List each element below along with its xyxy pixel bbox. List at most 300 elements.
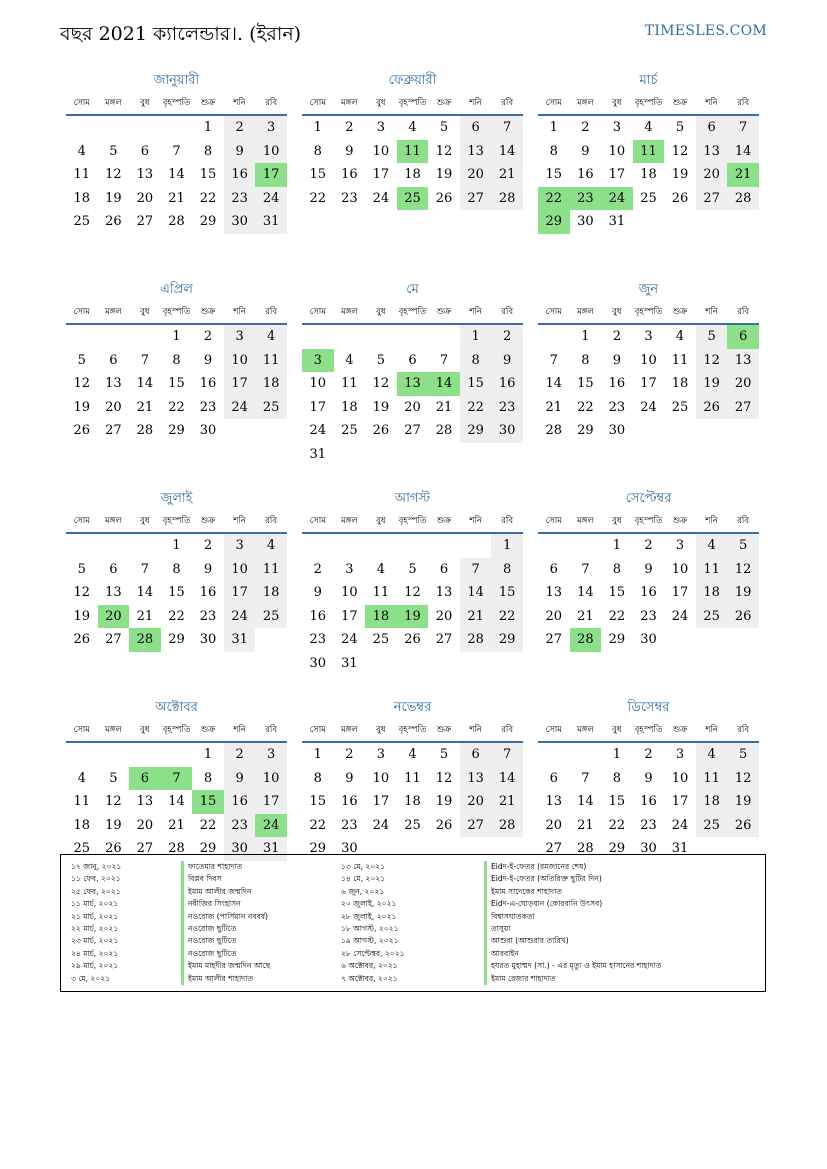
empty-day-cell [633,210,665,234]
day-cell: 31 [255,210,287,234]
day-cell: 28 [727,187,759,211]
week-row [66,814,287,838]
day-cell: 29 [168,423,185,438]
weekday-label: বৃহস্পতি [398,725,427,735]
weekday-label: শুক্র [436,516,452,526]
day-cell: 1 [460,325,492,349]
day-cell: 7 [140,352,150,368]
day-cell: 26 [435,817,453,833]
day-cell: 25 [404,817,421,833]
holiday-name: আশুরা (আশুরার তারিখ) [484,935,764,947]
day-cell: 26 [73,423,91,438]
holiday-name: নওরোজ ছুটিতে [181,923,336,935]
day-cell: 2 [644,747,653,762]
week-row [302,187,523,211]
weekday-label: শুক্র [200,307,216,317]
day-cell: 28 [136,423,154,438]
empty-day-cell [460,534,492,558]
week-row [302,743,523,767]
holiday-day-cell: 6 [727,325,759,349]
day-cell: 15 [460,372,492,396]
day-cell: 5 [727,534,759,558]
empty-day-cell [66,743,98,767]
empty-day-cell [334,534,366,558]
day-cell: 2 [345,120,354,135]
day-cell: 5 [675,120,685,135]
day-cell: 11 [696,767,728,791]
holiday-name: Eidদ-ই-ফেতর (অতিরিক্ত ছুটির দিন) [484,873,764,885]
day-cell: 9 [224,140,256,164]
day-cell: 5 [109,143,118,159]
day-cell: 1 [203,120,213,135]
day-cell: 9 [345,143,354,159]
weekday-label: মঙ্গল [104,516,122,526]
day-cell: 21 [136,399,154,415]
day-cell: 26 [727,814,759,838]
day-cell: 9 [224,767,256,791]
weekday-label: রবি [501,307,514,317]
holiday-day-cell: 19 [397,605,429,629]
weekday-label: শুক্র [672,725,688,735]
holiday-date: ১১ ফেব, ২০২১ [71,874,121,884]
week-row [538,419,759,443]
day-cell: 11 [696,558,728,582]
holiday-name: ইমাম মাহদীর জন্মদিন আছে [181,960,336,972]
week-row [302,790,523,814]
holiday-day-cell: 11 [397,140,429,164]
day-cell: 2 [313,561,322,577]
day-cell: 20 [136,817,154,833]
week-row [66,419,287,443]
weekday-label: সোম [545,516,562,526]
day-cell: 1 [172,329,181,344]
holiday-name: বিপ্লব দিবস [181,873,336,885]
empty-day-cell [302,325,334,349]
day-cell: 9 [313,585,322,600]
weekday-label: মঙ্গল [576,725,594,735]
week-row [538,116,759,140]
weekday-label: রবি [737,307,750,317]
day-cell: 29 [460,419,492,443]
day-cell: 31 [608,214,626,229]
day-cell: 2 [345,747,354,762]
month-name: এপ্রিল [160,282,193,297]
day-cell: 18 [73,817,91,833]
day-cell: 22 [577,399,594,415]
day-cell: 8 [581,352,590,368]
day-cell: 11 [255,558,287,582]
holiday-date: ১৯ আগস্ট, ২০২১ [341,936,399,946]
day-cell: 5 [77,352,86,368]
day-cell: 11 [404,770,421,786]
holiday-day-cell: 22 [538,187,570,211]
holiday-name: বিশ্বাসঘাতকতা [484,911,764,923]
day-cell: 17 [309,399,327,415]
day-cell: 1 [313,120,322,135]
weekday-label: রবি [265,307,278,317]
day-cell: 8 [612,770,622,786]
weekday-header [302,510,523,534]
empty-day-cell [129,743,161,767]
day-cell: 14 [136,585,154,600]
weekday-label: শুক্র [200,725,216,735]
weekday-header [66,92,287,116]
day-cell: 21 [168,190,185,206]
day-cell: 6 [140,143,150,159]
weekday-label: শনি [705,516,718,526]
day-cell: 11 [341,376,358,391]
day-cell: 9 [203,561,213,577]
holidays-list [60,854,766,992]
empty-day-cell [538,325,570,349]
week-row [66,349,287,373]
day-cell: 28 [168,841,185,856]
weekday-label: বুধ [140,98,150,108]
day-cell: 16 [224,163,256,187]
day-cell: 29 [199,841,217,856]
day-cell: 11 [671,352,689,368]
day-cell: 29 [309,841,327,856]
day-cell: 24 [255,187,287,211]
day-cell: 19 [105,817,122,833]
empty-day-cell [66,534,98,558]
empty-day-cell [365,325,397,349]
day-cell: 6 [408,352,417,368]
day-cell: 4 [408,747,417,762]
day-cell: 28 [460,628,492,652]
week-row [302,116,523,140]
holiday-date: ৬ অক্টোবর, ২০২১ [341,961,398,971]
day-cell: 25 [372,632,390,647]
week-row [66,534,287,558]
month-name: জুলাই [160,491,193,506]
day-cell: 8 [549,143,558,159]
page-title: বছর 2021 ক্যালেন্ডার।. (ইরান) [60,23,302,45]
holiday-date: ৬ জুন, ২০২১ [341,886,385,896]
week-row [538,581,759,605]
month-block [538,279,759,488]
holiday-name: Eidদ-ই-ফেতর (রমজানের শেষ) [484,861,764,873]
day-cell: 13 [105,585,122,600]
day-cell: 2 [203,538,213,553]
day-cell: 26 [671,190,689,206]
day-cell: 16 [341,167,358,182]
day-cell: 10 [608,143,626,159]
day-cell: 29 [199,214,217,229]
month-block [66,70,287,279]
week-row [66,790,287,814]
empty-day-cell [491,443,523,467]
day-cell: 15 [168,376,185,391]
day-cell: 12 [105,794,122,809]
day-cell: 10 [671,770,689,786]
day-cell: 13 [136,167,154,182]
day-cell: 23 [640,817,657,833]
weekday-label: শনি [705,725,718,735]
day-cell: 29 [491,628,523,652]
day-cell: 24 [224,396,256,420]
holiday-day-cell: 25 [397,187,429,211]
day-cell: 14 [577,794,594,809]
day-cell: 13 [136,794,154,809]
day-cell: 21 [491,163,523,187]
empty-day-cell [428,652,460,676]
week-row [302,605,523,629]
holiday-day-cell: 24 [601,187,633,211]
empty-day-cell [66,116,98,140]
day-cell: 12 [696,349,728,373]
day-cell: 7 [172,143,181,159]
day-cell: 1 [612,747,622,762]
day-cell: 15 [168,585,185,600]
weekday-label: শনি [469,307,482,317]
day-cell: 21 [168,817,185,833]
day-cell: 9 [491,349,523,373]
week-row [66,187,287,211]
day-cell: 25 [73,214,91,229]
day-cell: 23 [199,608,217,624]
week-row [66,210,287,234]
day-cell: 21 [136,608,154,624]
weekday-label: শুক্র [436,98,452,108]
brand-logo-text[interactable]: TIMESLES.COM [644,23,767,39]
holiday-day-cell: 21 [727,163,759,187]
day-cell: 25 [671,399,689,415]
day-cell: 11 [372,585,390,600]
day-cell: 22 [491,605,523,629]
empty-day-cell [98,325,130,349]
day-cell: 18 [73,190,91,206]
empty-day-cell [664,628,696,652]
day-cell: 19 [105,190,122,206]
week-row [302,443,523,467]
day-cell: 4 [255,325,287,349]
empty-day-cell [664,419,696,443]
day-cell: 20 [460,790,492,814]
day-cell: 15 [577,376,594,391]
day-cell: 10 [309,376,327,391]
day-cell: 20 [105,399,122,415]
day-cell: 2 [491,325,523,349]
day-cell: 6 [549,561,558,577]
day-cell: 7 [549,352,558,368]
empty-day-cell [491,652,523,676]
weekday-label: বৃহস্পতি [634,516,663,526]
weekday-label: বুধ [612,307,622,317]
empty-day-cell [570,743,602,767]
empty-day-cell [570,534,602,558]
day-cell: 20 [460,163,492,187]
weekday-label: রবি [501,725,514,735]
day-cell: 30 [309,655,327,671]
day-cell: 2 [224,743,256,767]
day-cell: 24 [372,817,390,833]
day-cell: 17 [372,794,390,809]
week-row [538,743,759,767]
week-row [538,210,759,234]
day-cell: 21 [577,817,594,833]
day-cell: 9 [345,770,354,786]
day-cell: 20 [696,163,728,187]
weekday-header [66,719,287,743]
day-cell: 23 [491,396,523,420]
day-cell: 30 [491,419,523,443]
day-cell: 9 [644,561,653,577]
day-cell: 1 [581,329,590,344]
holiday-date: ৩ মে, ২০২১ [71,973,111,983]
day-cell: 24 [309,423,327,438]
holiday-day-cell: 28 [570,628,602,652]
day-cell: 2 [612,329,622,344]
holiday-name: নওরোজ ছুটিতে [181,948,336,960]
day-cell: 16 [577,167,594,182]
weekday-header [302,719,523,743]
day-cell: 26 [372,423,390,438]
empty-day-cell [727,419,759,443]
day-cell: 16 [640,585,657,600]
holiday-date: ১১ মার্চ, ২০২১ [71,899,119,909]
weekday-label: শনি [469,98,482,108]
holiday-date: ২৫ ফেব, ২০২১ [71,886,121,896]
day-cell: 16 [491,372,523,396]
month-block [66,488,287,697]
day-cell: 6 [109,352,118,368]
day-cell: 20 [404,399,421,415]
day-cell: 7 [491,116,523,140]
day-cell: 3 [224,325,256,349]
day-cell: 24 [640,399,657,415]
weekday-label: সোম [73,725,90,735]
day-cell: 3 [345,561,354,577]
weekday-label: শনি [705,98,718,108]
weekday-label: বুধ [140,307,150,317]
day-cell: 27 [435,632,453,647]
day-cell: 4 [644,120,653,135]
day-cell: 18 [671,376,689,391]
holiday-name: নওরোজ (পার্সিয়ান নববর্ষ) [181,911,336,923]
weekday-label: রবি [737,725,750,735]
day-cell: 25 [255,396,287,420]
month-name: অক্টোবর [155,700,198,715]
day-cell: 27 [404,423,421,438]
day-cell: 16 [199,585,217,600]
holiday-name: ইমাম আলীর জন্মদিন [181,886,336,898]
holiday-name: ফাতেমার শাহাদাত [181,861,336,873]
day-cell: 27 [727,396,759,420]
day-cell: 1 [491,534,523,558]
day-cell: 3 [675,538,685,553]
holiday-name: নবীজির সিংহাসন [181,898,336,910]
week-row [66,116,287,140]
month-name: জানুয়ারী [153,73,200,88]
day-cell: 20 [136,190,154,206]
empty-day-cell [98,743,130,767]
day-cell: 25 [640,190,657,206]
day-cell: 30 [608,423,626,438]
empty-day-cell [98,116,130,140]
weekday-label: বৃহস্পতি [398,98,427,108]
day-cell: 27 [136,841,154,856]
day-cell: 25 [696,605,728,629]
empty-day-cell [633,419,665,443]
month-name: ফেব্রুয়ারী [388,73,437,88]
holiday-date: ২৮ জুলাই, ২০২১ [341,911,397,921]
day-cell: 15 [608,794,626,809]
day-cell: 23 [341,817,358,833]
empty-day-cell [302,534,334,558]
month-block [538,70,759,279]
weekday-label: শনি [233,725,246,735]
weekday-label: বুধ [376,725,386,735]
day-cell: 26 [727,605,759,629]
month-name: মার্চ [639,73,658,88]
day-cell: 2 [203,329,213,344]
empty-day-cell [334,443,366,467]
holiday-name: আরবাইন [484,948,764,960]
weekday-label: বৃহস্পতি [634,725,663,735]
day-cell: 18 [404,794,421,809]
holiday-names-column-2 [484,861,764,985]
day-cell: 8 [172,352,181,368]
holiday-name: নওরোজ ছুটিতে [181,935,336,947]
day-cell: 13 [460,767,492,791]
empty-day-cell [66,325,98,349]
day-cell: 27 [460,187,492,211]
day-cell: 8 [313,143,322,159]
day-cell: 22 [168,608,185,624]
day-cell: 8 [203,143,213,159]
day-cell: 18 [696,581,728,605]
day-cell: 20 [545,608,563,624]
week-row [302,163,523,187]
day-cell: 4 [696,743,728,767]
day-cell: 10 [224,558,256,582]
day-cell: 19 [372,399,390,415]
week-row [538,325,759,349]
day-cell: 17 [640,376,657,391]
day-cell: 10 [341,585,358,600]
day-cell: 12 [404,585,421,600]
day-cell: 13 [545,794,563,809]
weekday-label: মঙ্গল [104,307,122,317]
day-cell: 11 [255,349,287,373]
empty-day-cell [460,443,492,467]
day-cell: 5 [439,120,449,135]
day-cell: 17 [608,167,626,182]
day-cell: 26 [696,396,728,420]
empty-day-cell [727,210,759,234]
holiday-day-cell: 6 [129,767,161,791]
day-cell: 2 [644,538,653,553]
week-row [302,140,523,164]
day-cell: 16 [640,794,657,809]
weekday-label: সোম [309,725,326,735]
day-cell: 30 [640,841,657,856]
weekday-label: বৃহস্পতি [634,98,663,108]
day-cell: 29 [168,632,185,647]
week-row [66,372,287,396]
day-cell: 3 [675,747,685,762]
day-cell: 26 [105,214,122,229]
week-row [538,140,759,164]
day-cell: 19 [727,790,759,814]
day-cell: 16 [341,794,358,809]
day-cell: 15 [608,585,626,600]
empty-day-cell [397,325,429,349]
holiday-day-cell: 24 [255,814,287,838]
holiday-name: ইমাম সাদেকের শাহাদাত [484,886,764,898]
weekday-label: বুধ [612,725,622,735]
